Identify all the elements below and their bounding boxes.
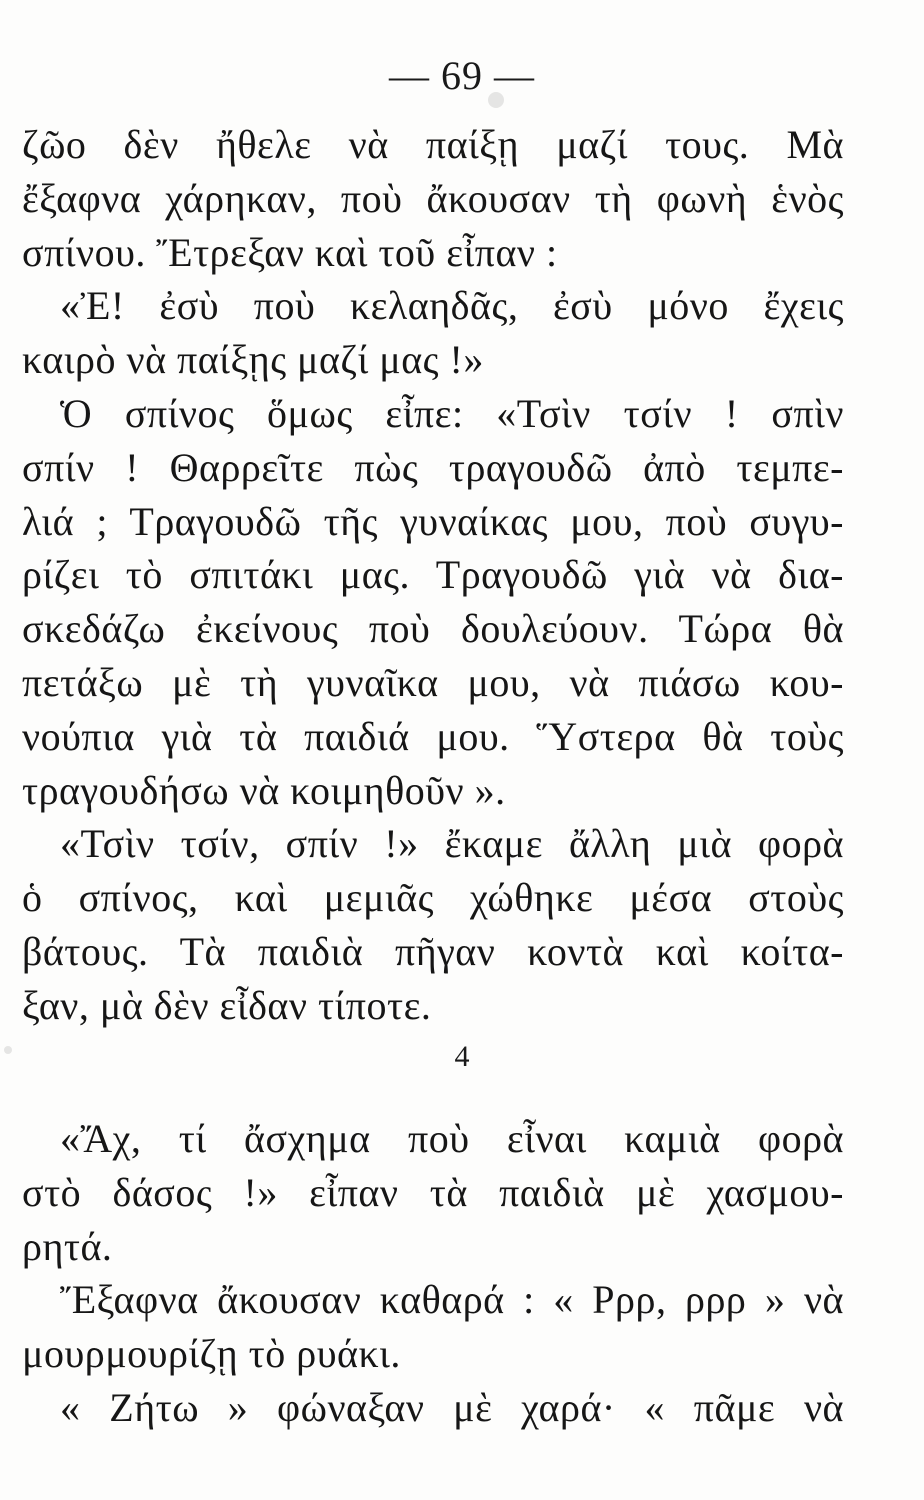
text-line: «Ἐ! ἐσὺ ποὺ κελαηδᾶς, ἐσὺ μόνο ἔχεις xyxy=(60,283,844,329)
text-line: λιά ; Τραγουδῶ τῆς γυναίκας μου, ποὺ συγυ- xyxy=(22,498,844,544)
text-line: ρίζει τὸ σπιτάκι μας. Τραγουδῶ γιὰ νὰ δια- xyxy=(22,552,844,598)
text-line: σπίνου. Ἔτρεξαν καὶ τοῦ εἶπαν : xyxy=(22,229,558,275)
text-line: νούπια γιὰ τὰ παιδιά μου. Ὕστερα θὰ τοὺς xyxy=(22,713,844,759)
text-line: πετάξω μὲ τὴ γυναῖκα μου, νὰ πιάσω κου- xyxy=(22,659,844,705)
text-line: σπίν ! Θαρρεῖτε πὼς τραγουδῶ ἀπὸ τεμπε- xyxy=(22,444,844,490)
text-line: «Ἄχ, τί ἄσχημα ποὺ εἶναι καμιὰ φορὰ xyxy=(60,1116,844,1161)
text-line: «Τσὶν τσίν, σπίν !» ἔκαμε ἄλλη μιὰ φορὰ xyxy=(60,821,844,867)
text-line: ξαν, μὰ δὲν εἶδαν τίποτε. xyxy=(22,982,432,1028)
text-line: στὸ δάσος !» εἶπαν τὰ παιδιὰ μὲ χασμου- xyxy=(22,1169,844,1215)
text-line: βάτους. Τὰ παιδιὰ πῆγαν κοντὰ καὶ κοίτα- xyxy=(22,928,844,974)
section-number: 4 xyxy=(454,1040,470,1073)
page-number: — 69 — xyxy=(389,53,535,98)
text-line: τραγουδήσω νὰ κοιμηθοῦν ». xyxy=(22,767,506,813)
text-line: Ἔξαφνα ἄκουσαν καθαρά : « Ρρρ, ρρρ » νὰ xyxy=(60,1277,844,1323)
text-line: Ὁ σπίνος ὅμως εἶπε: «Τσὶν τσίν ! σπὶν xyxy=(60,390,844,436)
text-line: ζῶο δὲν ἤθελε νὰ παίξῃ μαζί τους. Μὰ xyxy=(22,122,844,167)
body-text-block-1 xyxy=(22,118,844,1033)
body-text-block-2 xyxy=(22,1112,844,1435)
text-line: ὁ σπίνος, καὶ μεμιᾶς χώθηκε μέσα στοὺς xyxy=(22,875,844,921)
text-line: ρητά. xyxy=(22,1223,113,1269)
text-line: σκεδάζω ἐκείνους ποὺ δουλεύουν. Τώρα θὰ xyxy=(22,606,844,652)
text-line: καιρὸ νὰ παίξῃς μαζί μας !» xyxy=(22,337,484,383)
text-line: ἔξαφνα χάρηκαν, ποὺ ἄκουσαν τὴ φωνὴ ἑνὸς xyxy=(22,175,844,221)
text-line: « Ζήτω » φώναξαν μὲ χαρά· « πᾶμε νὰ xyxy=(60,1384,844,1430)
text-line: μουρμουρίζῃ τὸ ρυάκι. xyxy=(22,1331,401,1377)
